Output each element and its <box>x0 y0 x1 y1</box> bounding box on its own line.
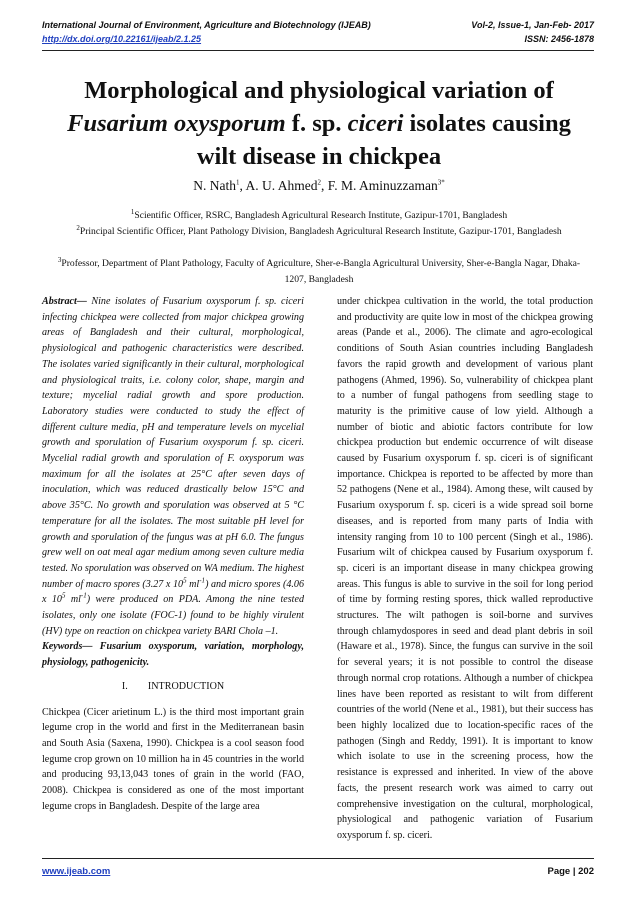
aff-3-text: Professor, Department of Plant Pathology, Faculty of Agriculture, Sher-e-Bangla Agricultural University, Sher-e-Bangla Nagar, Dhaka-1207, Bangladesh <box>61 258 581 285</box>
title-line-2 <box>40 107 598 140</box>
keywords-text: Fusarium oxysporum, variation, morphology, physiology, pathogenicity. <box>42 641 304 669</box>
intro-paragraph-left: Chickpea (Cicer arietinum L.) is the third most important grain legume crop in the world and first in the Mediterranean basin and South Asia (Saxena, 1990). Chickpea is a cool season food legume crop grown on 10 million ha in 45 countries in the world and producing 93,13,043 tones of grain in the world (FAO, 2008). Chickpea is considered as one of the most important legume crops in Bangladesh. Despite of the large area <box>42 706 304 812</box>
author-2-sup: 2 <box>317 178 322 187</box>
abstract-text-4: ml <box>65 594 81 606</box>
aff-2-text: Principal Scientific Officer, Plant Pathology Division, Bangladesh Agricultural Research Institute, Gazipur-1701, Bangladesh <box>79 226 562 237</box>
section-heading-introduction: I. INTRODUCTION <box>121 680 225 692</box>
journal-name: International Journal of Environment, Agriculture and Biotechnology (IJEAB) <box>42 20 371 30</box>
volume-info: Vol-2, Issue-1, Jan-Feb- 2017 <box>471 20 594 30</box>
author-list <box>0 178 638 194</box>
keywords <box>42 639 304 670</box>
abstract <box>42 294 304 639</box>
title-end: isolates causing <box>403 110 571 137</box>
aff-1-num: 1 <box>130 207 135 216</box>
right-column <box>337 294 593 844</box>
footer-rule <box>42 858 594 859</box>
aff-2-num: 2 <box>76 223 80 232</box>
aff-1-text: Scientific Officer, RSRC, Bangladesh Agricultural Research Institute, Gazipur-1701, Bangladesh <box>134 210 508 221</box>
issn: ISSN: 2456-1878 <box>524 34 594 44</box>
affiliation-3 <box>56 256 582 288</box>
doi-link[interactable]: http://dx.doi.org/10.22161/ijeab/2.1.25 <box>42 34 202 44</box>
left-column <box>42 294 304 815</box>
author-3-sup: 3* <box>437 178 445 187</box>
author-2: , A. U. Ahmed <box>239 178 318 193</box>
abstract-label: Abstract— <box>42 296 87 307</box>
title-line-3: wilt disease in chickpea <box>196 143 442 170</box>
abstract-text-2: ml <box>186 578 200 590</box>
affiliation-1 <box>56 208 582 224</box>
abstract-text: Nine isolates of Fusarium oxysporum f. sp. ciceri infecting chickpea were collected from major chickpea growing areas of Bangladesh and their cultural, morphological, physiological and pathogenic characteristics were described. The isolates varied significantly in their cultural, morphological and physiological traits, i.e. colony color, shape, margin and texture; mycelial radial growth and spore production. Laboratory studies were conducted to study the effect of different culture media, pH and temperature levels on mycelial growth and sporulation of Fusarium oxysporum f. sp. ciceri. Mycelial radial growth and sporulation of F. oxysporum was maximum for all the isolates at 25°C after seven days of inoculation, which was reduced drastically below 15°C and above 35°C. No growth and sporulation was observed at 5 °C temperature for all the isolates. The most suitable pH level for growth and sporulation of the fungus was at pH 6.0. The fungus grew well on oat meal agar medium among seven culture media tested. No sporulation was observed on WA medium. The highest number of macro spores (3.27 x 10 <box>42 296 304 590</box>
site-link[interactable]: www.ijeab.com <box>42 866 111 877</box>
title-fsp: f. sp. <box>285 110 348 137</box>
abstract-exp-1: 5 <box>183 576 187 585</box>
abstract-exp-3: 5 <box>61 592 66 600</box>
paper-title <box>40 74 598 173</box>
title-genus: Fusarium oxysporum <box>67 110 286 137</box>
affiliation-2 <box>56 224 582 240</box>
author-1-sup: 1 <box>236 178 240 187</box>
page-number: Page | 202 <box>547 866 594 877</box>
abstract-exp-2: -1 <box>199 576 206 585</box>
aff-3-num: 3 <box>57 255 62 264</box>
abstract-text-3: ) and micro spores (4.06 x 10 <box>42 578 304 606</box>
abstract-text-5: ) were produced on PDA. Among the nine tested isolates, only one isolate (FOC-1) found to be highly virulent (HV) type on reaction on chickpea variety BARI Chola –1. <box>42 594 304 637</box>
header-rule <box>42 50 594 51</box>
author-1: N. Nath <box>193 178 237 193</box>
intro-paragraph-right: under chickpea cultivation in the world, the total production and productivity are quite low in most of the chickpea growing areas (Pande et al., 2006). The climate and agro-ecological conditions of South Asian countries including Bangladesh favors the rapid growth and development of various plant pathogens (Ahmed, 1996). So, vulnerability of chickpea plant to a number of fungal pathogens from seedling stage to maturity is the primitive cause of low yield. Although a number of biotic and abiotic factors contribute for low chickpea production but endemic occurrence of wilt disease caused by Fusarium oxysporum f. sp. ciceri is of significant importance. Chickpea is reported to be affected by more than 52 pathogens (Nene et al., 1984). Among these, wilt caused by Fusarium oxysporum f. sp. ciceri is a wide spread soil borne diseases, and is reported from many parts of India with intensity ranging from 10 to 100 percent (Singh et al., 1986). Fusarium wilt of chickpea caused by Fusarium oxysporum f. sp. ciceri is an important disease in many chickpea growing areas. This fungus is able to survive in the soil for long period of time by forming resting spores, thick walled reproductive structures. The wilt pathogen is soil-borne and survives through chlamydospores in seed and dead plant debris in soil (Haware et al., 1978). Since, the fungus can survive in the soil for several years; it is not possible to control the disease through normal crop rotations. Although a number of chickpea lines have been reported as resistant to wilt from different countries of the world (Nene et al., 1981), but their success has been highly localized due to location-specific races of the pathogen (Singh and Reddy, 1991). It is important to know which isolate to use in the screening process, how the resistance is expressed and inherited. In view of the above facts, the present research work was aimed to carry out comprehensive investigation on the cultural, morphological, physiological and pathogenic variation of Fusarium oxysporum f. sp. ciceri. <box>337 296 593 841</box>
title-line-1: Morphological and physiological variation of <box>84 77 554 104</box>
abstract-exp-4: -1 <box>80 592 87 600</box>
title-species: ciceri <box>347 110 404 137</box>
author-3: , F. M. Aminuzzaman <box>321 178 438 193</box>
keywords-label: Keywords— <box>42 641 93 653</box>
